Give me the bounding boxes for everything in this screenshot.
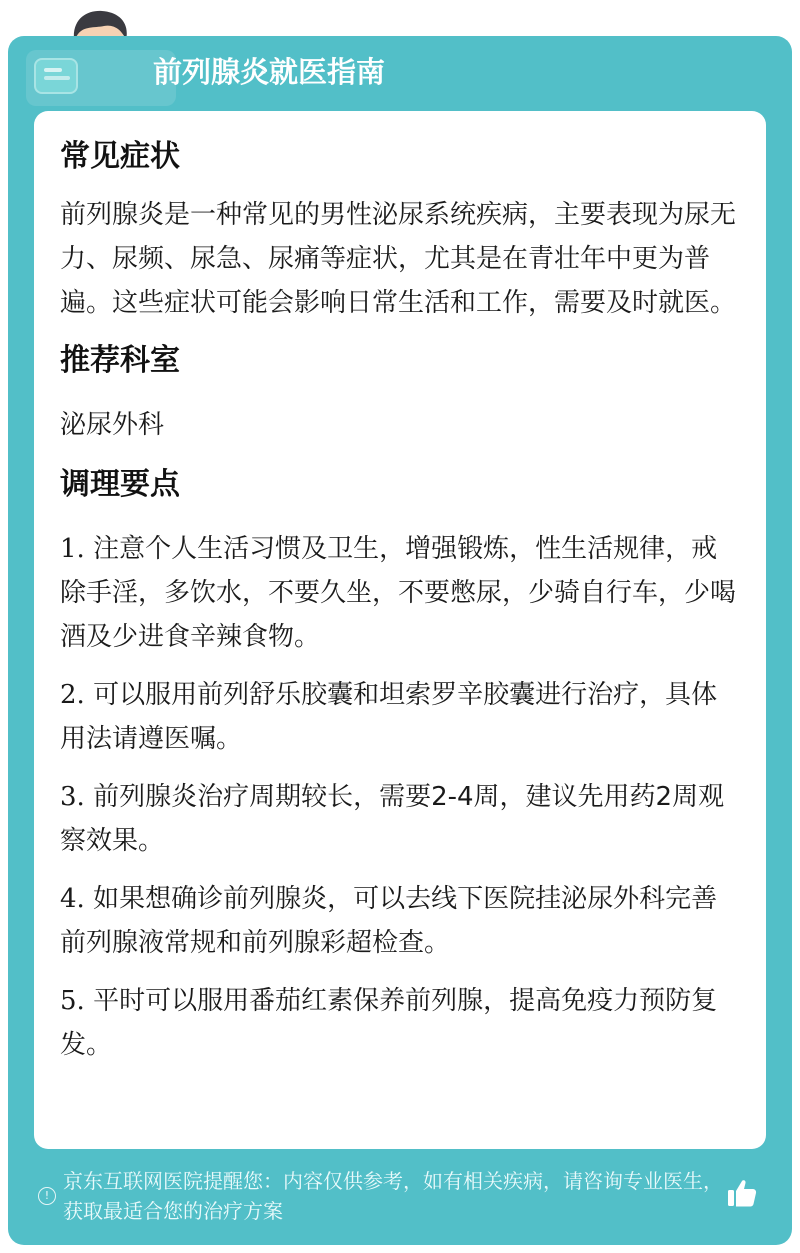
document-icon bbox=[34, 58, 78, 94]
department-body: 泌尿外科 bbox=[60, 410, 165, 440]
care-tip-item bbox=[60, 979, 740, 1067]
care-tip-text: 平时可以服用番茄红素保养前列腺，提高免疫力预防复发。 bbox=[60, 986, 718, 1060]
section-title-care: 调理要点 bbox=[60, 467, 180, 502]
care-tip-number: 1. bbox=[60, 534, 85, 564]
symptoms-body: 前列腺炎是一种常见的男性泌尿系统疾病，主要表现为尿无力、尿频、尿急、尿痛等症状，尤其是在青壮年中更为普遍。这些症状可能会影响日常生活和工作，需要及时就医。 bbox=[60, 200, 737, 318]
section-title-symptoms: 常见症状 bbox=[60, 139, 180, 174]
care-tip-item bbox=[60, 527, 740, 659]
care-tip-text: 如果想确诊前列腺炎，可以去线下医院挂泌尿外科完善前列腺液常规和前列腺彩超检查。 bbox=[60, 884, 718, 958]
section-title-department: 推荐科室 bbox=[60, 343, 180, 378]
care-tip-number: 5. bbox=[60, 986, 85, 1016]
care-tip-number: 2. bbox=[60, 680, 85, 710]
footer-disclaimer: 京东互联网医院提醒您：内容仅供参考，如有相关疾病，请咨询专业医生，获取最适合您的治疗方案 bbox=[63, 1169, 723, 1223]
care-tip-number: 4. bbox=[60, 884, 85, 914]
guide-card bbox=[8, 36, 792, 1245]
care-tip-number: 3. bbox=[60, 782, 85, 812]
thumbs-up-icon[interactable] bbox=[726, 1178, 758, 1208]
care-tip-item bbox=[60, 877, 740, 965]
care-tips-list bbox=[60, 527, 740, 1067]
info-icon: ! bbox=[38, 1187, 56, 1205]
page-title: 前列腺炎就医指南 bbox=[153, 55, 386, 89]
care-tip-text: 可以服用前列舒乐胶囊和坦索罗辛胶囊进行治疗，具体用法请遵医嘱。 bbox=[60, 680, 718, 754]
care-tip-item bbox=[60, 775, 740, 863]
care-tip-text: 前列腺炎治疗周期较长，需要2-4周，建议先用药2周观察效果。 bbox=[60, 782, 725, 856]
care-tip-item bbox=[60, 673, 740, 761]
content-card bbox=[34, 111, 766, 1149]
care-tip-text: 注意个人生活习惯及卫生，增强锻炼，性生活规律，戒除手淫，多饮水，不要久坐，不要憋尿，少骑自行车，少喝酒及少进食辛辣食物。 bbox=[60, 534, 737, 652]
